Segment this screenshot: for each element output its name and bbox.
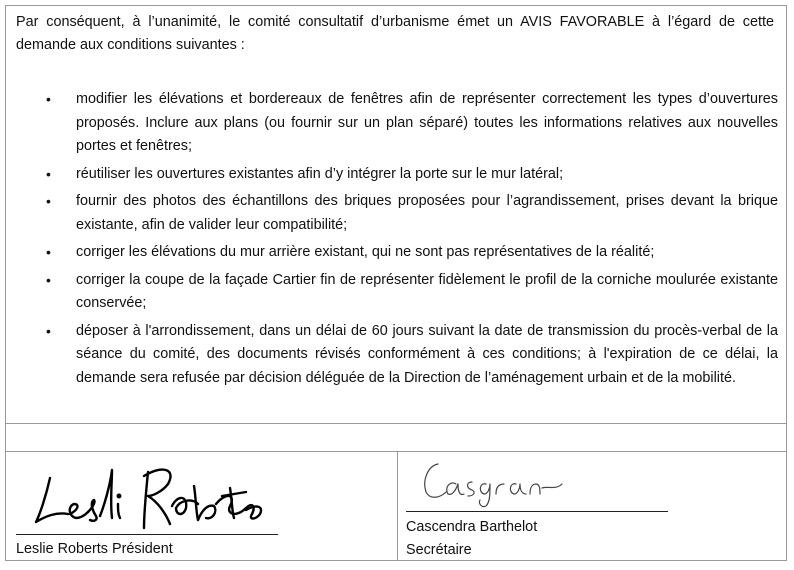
list-item <box>6 163 786 187</box>
condition-text: fournir des photos des échantillons des briques proposées pour l’agrandissement, prises devant la brique existante, afin de valider leur compatibilité; <box>76 193 778 233</box>
bullet-icon: • <box>46 322 51 339</box>
empty-row <box>6 424 786 452</box>
list-item <box>6 88 786 159</box>
cell-divider <box>397 452 398 560</box>
bullet-icon: • <box>46 244 51 260</box>
intro-paragraph: Par conséquent, à l’unanimité, le comité consultatif d’urbanisme émet un AVIS FAVORABLE à l’égard de cette demande aux conditions suivantes : <box>16 14 774 53</box>
president-signature-icon <box>16 456 278 532</box>
secretary-name: Cascendra Barthelot <box>406 519 538 535</box>
bullet-icon: • <box>46 193 51 209</box>
list-item <box>6 190 786 237</box>
condition-text: réutiliser les ouvertures existantes afin d’y intégrer la porte sur le mur latéral; <box>76 165 564 182</box>
president-name: Leslie Roberts Président <box>16 541 173 557</box>
signature-row <box>6 452 786 560</box>
secretary-signature-line <box>406 511 668 512</box>
condition-text: modifier les élévations et bordereaux de fenêtres afin de représenter correctement les types d’ouvertures proposés. Inclure aux plans (ou fournir sur un plan séparé) toutes les informations relatives aux nouvelles portes et fenêtres; <box>76 91 778 154</box>
secretary-role: Secrétaire <box>406 542 472 558</box>
bullet-icon: • <box>46 91 51 107</box>
condition-text: corriger les élévations du mur arrière existant, qui ne sont pas représentatives de la réalité; <box>76 244 655 260</box>
secretary-signature-icon <box>416 454 576 508</box>
resolution-cell <box>6 6 786 424</box>
conditions-list <box>6 88 786 394</box>
list-item <box>6 241 786 265</box>
bullet-icon: • <box>46 165 51 182</box>
list-item <box>6 320 786 391</box>
condition-text: corriger la coupe de la façade Cartier fin de représenter fidèlement le profil de la corniche moulurée existante conservée; <box>76 271 778 311</box>
president-signature-line <box>16 534 278 535</box>
list-item <box>6 269 786 316</box>
document-table <box>5 5 787 561</box>
condition-text: déposer à l'arrondissement, dans un délai de 60 jours suivant la date de transmission du procès-verbal de la séance du comité, des documents révisés conformément à ces conditions; à l'expiration de ce délai, la demande sera refusée par décision déléguée de la Direction de l’aménagement urbain et de la mobilité. <box>76 322 778 386</box>
bullet-icon: • <box>46 271 51 288</box>
